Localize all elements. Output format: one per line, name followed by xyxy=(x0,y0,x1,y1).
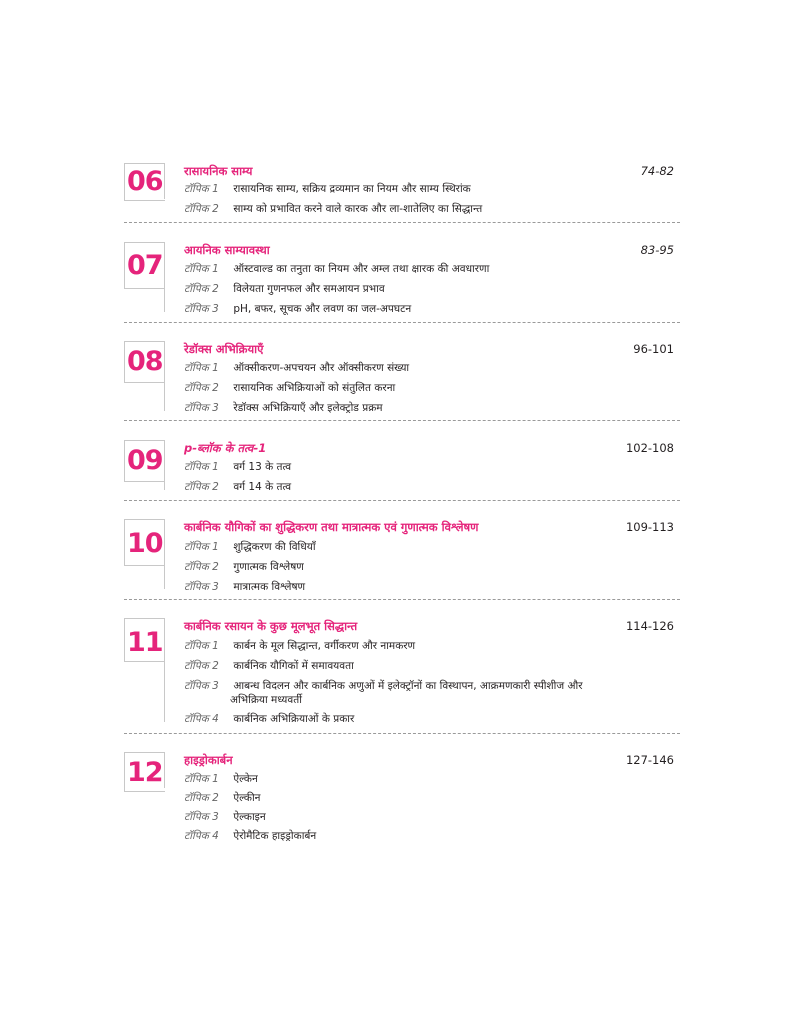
topic-item[interactable] xyxy=(184,772,258,786)
chapter-number: 06 xyxy=(127,166,163,197)
topic-text: वर्ग 13 के तत्व xyxy=(233,461,292,473)
chapter-number-box xyxy=(124,341,165,383)
topic-label: टॉपिक 1 xyxy=(184,461,219,473)
chapter-divider xyxy=(164,618,165,722)
topic-text-continuation: अभिक्रिया मध्यवर्ती xyxy=(230,694,302,706)
topic-item[interactable] xyxy=(184,580,305,594)
topic-item[interactable] xyxy=(184,810,266,824)
topic-label: टॉपिक 4 xyxy=(184,830,219,842)
chapter-pages: 127-146 xyxy=(625,753,674,767)
chapter-pages: 114-126 xyxy=(625,619,674,633)
topic-text: विलेयता गुणनफल और समआयन प्रभाव xyxy=(233,283,385,295)
chapter-10 xyxy=(124,519,680,595)
topic-label: टॉपिक 4 xyxy=(184,713,219,725)
chapter-08 xyxy=(124,341,680,417)
chapter-12 xyxy=(124,752,680,848)
chapter-pages: 74-82 xyxy=(640,164,674,178)
chapter-pages: 96-101 xyxy=(633,342,674,356)
topic-label: टॉपिक 3 xyxy=(184,811,219,823)
topic-label: टॉपिक 2 xyxy=(184,792,219,804)
chapter-09 xyxy=(124,440,680,496)
chapter-divider xyxy=(164,341,165,411)
chapter-title[interactable]: रासायनिक साम्य xyxy=(184,164,253,178)
topic-text: रासायनिक अभिक्रियाओं को संतुलित करना xyxy=(233,382,396,394)
chapter-pages: 102-108 xyxy=(625,441,674,455)
chapter-title[interactable]: आयनिक साम्यावस्था xyxy=(184,243,270,257)
topic-text: रासायनिक साम्य, सक्रिय द्रव्यमान का नियम और साम्य स्थिरांक xyxy=(233,183,471,195)
chapter-separator xyxy=(124,599,680,600)
topic-item[interactable] xyxy=(184,202,482,216)
chapter-number-box xyxy=(124,242,165,289)
topic-text: साम्य को प्रभावित करने वाले कारक और ला-शातेलिए का सिद्धान्त xyxy=(233,203,483,215)
topic-item[interactable] xyxy=(184,302,411,316)
chapter-title[interactable]: p-ब्लॉक के तत्व-1 xyxy=(184,441,267,455)
topic-text: कार्बन के मूल सिद्धान्त, वर्गीकरण और नामकरण xyxy=(233,640,416,652)
chapter-pages: 83-95 xyxy=(640,243,674,257)
topic-label: टॉपिक 1 xyxy=(184,183,219,195)
chapter-title[interactable]: हाइड्रोकार्बन xyxy=(184,753,233,767)
chapter-divider xyxy=(164,242,165,312)
topic-text: ऐल्केन xyxy=(233,773,258,785)
topic-text: कार्बनिक यौगिकों में समावयवता xyxy=(233,660,354,672)
chapter-divider xyxy=(164,440,165,490)
topic-item[interactable] xyxy=(184,182,471,196)
topic-label: टॉपिक 1 xyxy=(184,640,219,652)
chapter-separator xyxy=(124,500,680,501)
chapter-number: 09 xyxy=(127,445,163,476)
topic-item[interactable] xyxy=(184,540,316,554)
chapter-07 xyxy=(124,242,680,318)
chapter-title[interactable]: रेडॉक्स अभिक्रियाएँ xyxy=(184,342,264,356)
chapter-separator xyxy=(124,420,680,421)
topic-text: pH, बफर, सूचक और लवण का जल-अपघटन xyxy=(233,303,412,315)
topic-text: ऐल्काइन xyxy=(233,811,266,823)
topic-item[interactable] xyxy=(184,361,409,375)
topic-text: ऐल्कीन xyxy=(233,792,261,804)
chapter-number: 10 xyxy=(127,528,163,559)
topic-item[interactable] xyxy=(184,262,489,276)
topic-label: टॉपिक 3 xyxy=(184,581,219,593)
topic-label: टॉपिक 2 xyxy=(184,561,219,573)
topic-item[interactable] xyxy=(184,679,583,693)
topic-text: रेडॉक्स अभिक्रियाएँ और इलेक्ट्रोड प्रक्रम xyxy=(233,402,383,414)
chapter-number-box xyxy=(124,440,165,482)
chapter-number: 08 xyxy=(127,346,163,377)
chapter-title[interactable]: कार्बनिक रसायन के कुछ मूलभूत सिद्धान्त xyxy=(184,619,358,633)
topic-item[interactable] xyxy=(184,282,385,296)
chapter-11 xyxy=(124,618,680,728)
topic-label: टॉपिक 2 xyxy=(184,283,219,295)
topic-label: टॉपिक 2 xyxy=(184,203,219,215)
chapter-number: 07 xyxy=(127,250,163,281)
topic-item[interactable] xyxy=(184,460,291,474)
topic-item[interactable] xyxy=(184,829,316,843)
topic-item[interactable] xyxy=(184,401,383,415)
topic-text: वर्ग 14 के तत्व xyxy=(233,481,292,493)
topic-text: ऑक्सीकरण-अपचयन और ऑक्सीकरण संख्या xyxy=(233,362,410,374)
topic-label: टॉपिक 1 xyxy=(184,362,219,374)
topic-label: टॉपिक 3 xyxy=(184,303,219,315)
topic-label: टॉपिक 2 xyxy=(184,660,219,672)
chapter-number: 12 xyxy=(127,757,163,788)
topic-item[interactable] xyxy=(184,480,291,494)
topic-label: टॉपिक 1 xyxy=(184,263,219,275)
topic-label: टॉपिक 1 xyxy=(184,773,219,785)
topic-item[interactable] xyxy=(184,659,354,673)
topic-label: टॉपिक 2 xyxy=(184,382,219,394)
chapter-number-box xyxy=(124,163,165,201)
chapter-number-box xyxy=(124,519,165,566)
chapter-06 xyxy=(124,163,680,221)
topic-text: शुद्धिकरण की विधियाँ xyxy=(233,541,316,553)
chapter-divider xyxy=(164,163,165,199)
topic-text: गुणात्मक विश्लेषण xyxy=(233,561,304,573)
chapter-number-box xyxy=(124,618,165,662)
topic-label: टॉपिक 1 xyxy=(184,541,219,553)
topic-item[interactable] xyxy=(184,381,395,395)
chapter-divider xyxy=(164,752,165,788)
chapter-separator xyxy=(124,222,680,223)
topic-label: टॉपिक 3 xyxy=(184,680,219,692)
topic-label: टॉपिक 3 xyxy=(184,402,219,414)
topic-label: टॉपिक 2 xyxy=(184,481,219,493)
topic-item[interactable] xyxy=(184,791,261,805)
topic-text: मात्रात्मक विश्लेषण xyxy=(233,581,306,593)
chapter-pages: 109-113 xyxy=(625,520,674,534)
chapter-divider xyxy=(164,519,165,589)
topic-item[interactable] xyxy=(184,712,354,726)
chapter-separator xyxy=(124,733,680,734)
topic-text: ऑस्टवाल्ड का तनुता का नियम और अम्ल तथा क्षारक की अवधारणा xyxy=(233,263,490,275)
topic-text: कार्बनिक अभिक्रियाओं के प्रकार xyxy=(233,713,355,725)
topic-text: ऐरोमैटिक हाइड्रोकार्बन xyxy=(233,830,317,842)
chapter-number-box xyxy=(124,752,165,792)
topic-item[interactable] xyxy=(184,560,304,574)
chapter-title[interactable]: कार्बनिक यौगिकों का शुद्धिकरण तथा मात्रात्मक एवं गुणात्मक विश्लेषण xyxy=(184,520,479,534)
chapter-number: 11 xyxy=(127,627,163,658)
topic-text: आबन्ध विदलन और कार्बनिक अणुओं में इलेक्ट्रॉनों का विस्थापन, आक्रमणकारी स्पीशीज और xyxy=(233,680,583,692)
chapter-separator xyxy=(124,322,680,323)
topic-item[interactable] xyxy=(184,639,415,653)
